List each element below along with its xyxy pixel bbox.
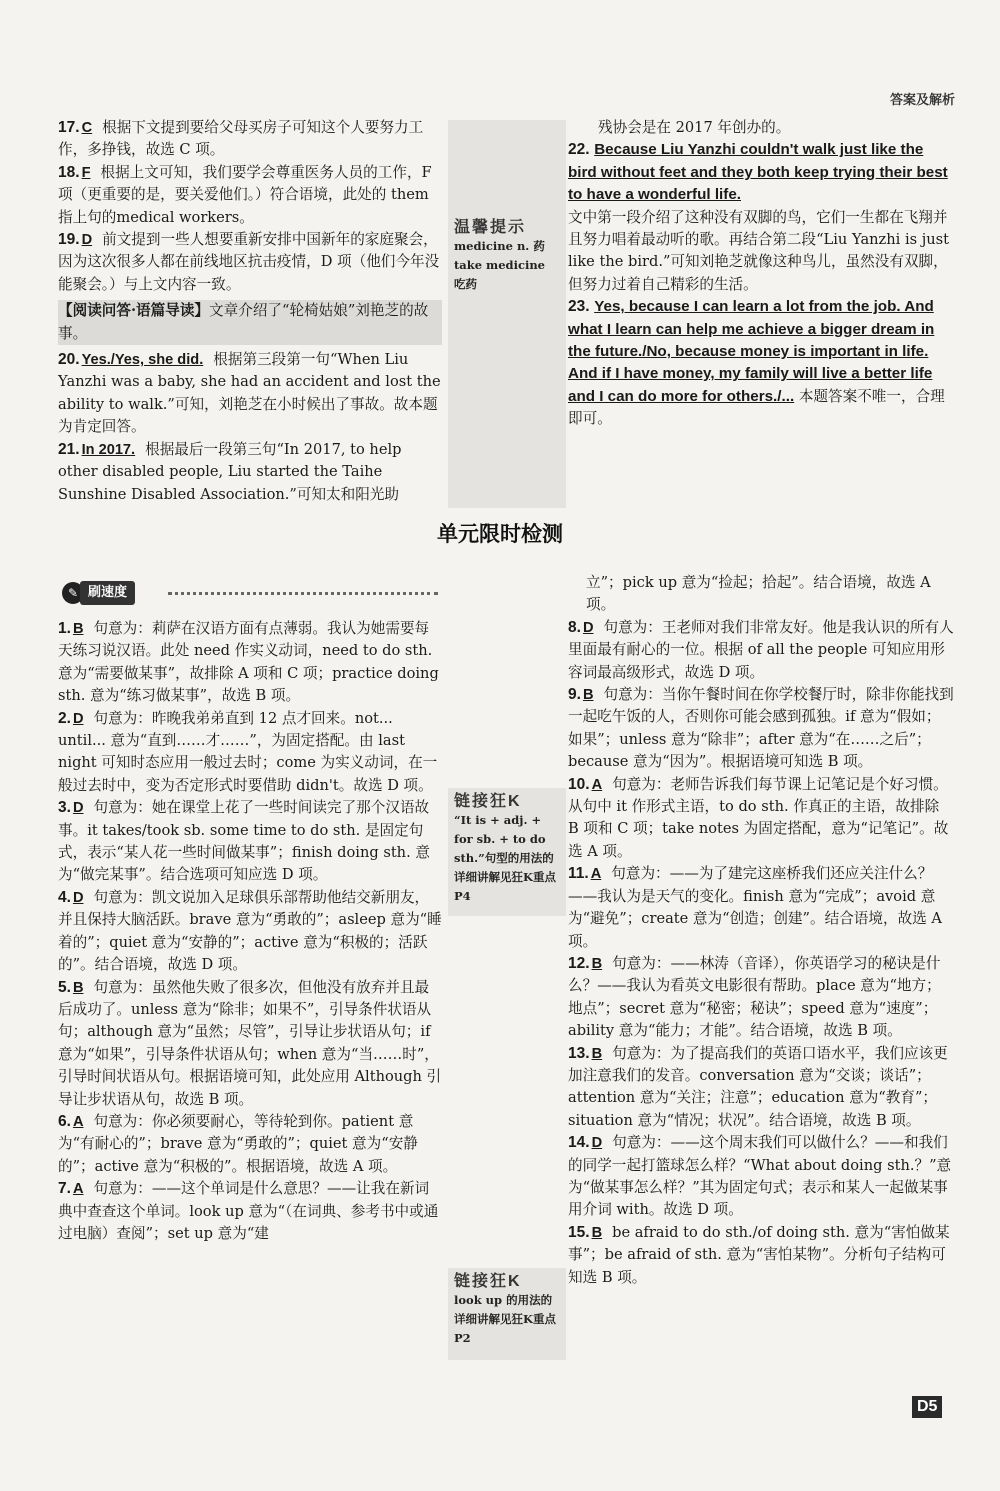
tip-sidebar (448, 120, 566, 508)
item-text: 本题答案不唯一，合理即可。 (568, 387, 945, 428)
item-number: 2. (58, 709, 71, 727)
link-sidebar-title: 链接狂K (454, 1273, 522, 1290)
item-text: 句意为：当你午餐时间在你学校餐厅时，除非你能找到一起吃午饭的人，否则你可能会感到孤独。if 意为“假如；如果”；unless 意为“除非”；after 意为“在……之后”；because 意为“因为”。根据语境可知选 B 项。 (568, 686, 954, 771)
list-item (568, 617, 954, 684)
item-answer: C (81, 120, 93, 136)
item-answer: D (72, 889, 84, 906)
list-item (58, 1111, 442, 1178)
item-number: 5. (58, 978, 71, 996)
item-answer: F (81, 164, 91, 181)
list-item (568, 774, 954, 864)
list-item (58, 1178, 442, 1245)
link-line: “It is + adj. + for sb. + to do sth.”句型的用法的详细讲解见狂K重点 P4 (454, 813, 556, 903)
item-answer: D (72, 800, 84, 817)
list-item (58, 349, 442, 439)
list-item (58, 977, 442, 1111)
page-number: D5 (912, 1396, 942, 1418)
list-item (58, 229, 442, 296)
item-text: 前文提到一些人想要重新安排中国新年的家庭聚会，因为这次很多人都在前线地区抗击疫情，D 项（他们今年没能聚会。）与上文内容一致。 (58, 231, 440, 293)
item-text: 根据下文提到要给父母买房子可知这个人要努力工作，多挣钱，故选 C 项。 (58, 119, 424, 159)
list-item (568, 684, 954, 774)
item-number: 7. (58, 1180, 71, 1198)
item-answer: B (591, 955, 603, 972)
header-title: 答案及解析 (889, 93, 955, 108)
continued-text: 立”；pick up 意为“捡起；拾起”。结合语境，故选 A 项。 (586, 574, 931, 614)
item-answer: B (591, 1224, 603, 1241)
list-item (568, 139, 954, 296)
item-answer: B (72, 979, 84, 996)
item-number: 23. (568, 298, 590, 316)
item-text: 句意为：——这个周末我们可以做什么？——和我们的同学一起打篮球怎么样？“What about doing sth.？”意为“做某事怎么样？”其为固定句式；表示和某人一起做某事用介词 with。故选 D 项。 (568, 1134, 952, 1219)
list-item (58, 162, 442, 229)
list-item (58, 887, 442, 977)
list-item (568, 953, 954, 1043)
item-number: 1. (58, 620, 71, 637)
item-number: 14. (568, 1134, 590, 1152)
item-text: 句意为：你必须要耐心，等待轮到你。patient 意为“有耐心的”；brave 意为“勇敢的”；quiet 意为“安静的”；active 意为“积极的”。根据语境，故选 A 项。 (58, 1112, 418, 1175)
item-text: 文中第一段介绍了这种没有双脚的鸟，它们一生都在飞翔并且努力唱着最动听的歌。再结合第二段“Liu Yanzhi is just like the bird.”可知刘艳芝就像这种鸟儿，虽然没有双脚，但努力过着自己精彩的生活。 (568, 208, 950, 293)
item-text: 句意为：老师告诉我们每节课上记笔记是个好习惯。从句中 it 作形式主语，to do sth. 作真正的主语，故排除 B 项和 C 项；take notes 为固定搭配，意为“记笔记”。故选 A 项。 (568, 775, 949, 860)
item-answer: A (72, 1113, 84, 1130)
list-item (58, 708, 442, 798)
bottom-left-column (58, 618, 442, 1245)
item-answer: In 2017. (81, 441, 136, 458)
item-text: 句意为：王老师对我们非常友好。他是我认识的所有人里面最有耐心的一位。根据 of all the people 可知应用形容词最高级形式，故选 D 项。 (568, 618, 954, 681)
link-sidebar-1 (448, 788, 566, 916)
item-text: 句意为：虽然他失败了很多次，但他没有放弃并且最后成功了。unless 意为“除非；如果不”，引导条件状语从句；although 意为“虽然；尽管”，引导让步状语从句；if 意为“如果”，引导条件状语从句；when 意为“当……时”，引导时间状语从句。根据语境可知，此处应用 Although 引导让步状语从句，故选 B 项。 (58, 978, 442, 1108)
item-text: 句意为：——林涛（音译），你英语学习的秘诀是什么？——我认为看英文电影很有帮助。place 意为“地方；地点”；secret 意为“秘密；秘诀”；speed 意为“速度”；ability 意为“能力；才能”。结合语境，故选 B 项。 (568, 954, 941, 1040)
item-text: 句意为：——这个单词是什么意思？——让我在新词典中查查这个单词。look up 意为“（在词典、参考书中或通过电脑）查阅”；set up 意为“建 (58, 1180, 439, 1242)
item-text: 句意为：为了提高我们的英语口语水平，我们应该更加注意我们的发音。conversation 意为“交谈；谈话”；attention 意为“关注；注意”；education 意为“教育”；situation 意为“情况；状况”。结合语境，故选 B 项。 (568, 1044, 948, 1129)
item-number: 22. (568, 141, 590, 159)
item-answer: Yes./Yes, she did. (81, 352, 204, 369)
item-number: 17. (58, 119, 80, 136)
item-answer: A (591, 776, 603, 793)
item-number: 19. (58, 231, 80, 249)
item-number: 4. (58, 888, 71, 906)
item-answer: A (590, 866, 602, 883)
item-text: 根据第三段第一句“When Liu Yanzhi was a baby, she had an accident and lost the ability to walk.”可知，刘艳芝在小时候出了事故。故本题为肯定回答。 (58, 351, 441, 436)
list-item (58, 618, 442, 708)
item-number: 8. (568, 618, 581, 636)
reading-intro-label: 【阅读问答·语篇导读】 (58, 302, 210, 320)
reading-intro-text: 文章介绍了“轮椅姑娘”刘艳芝的故事。 (58, 302, 429, 342)
list-item (58, 439, 442, 506)
link-line: look up 的用法的详细讲解见狂K重点 P2 (454, 1293, 556, 1345)
list-item (568, 1043, 954, 1133)
item-answer: Yes, because I can learn a lot from the job. And what I learn can help me achieve a bigger dream in the future./No, because money is important in life. And if I have money, my family will live a better life and I can do more for others./... (568, 298, 935, 405)
link-sidebar-title: 链接狂K (454, 793, 522, 810)
top-left-column (58, 117, 442, 506)
item-answer: B (591, 1045, 603, 1062)
item-answer: D (72, 710, 84, 727)
list-item (568, 296, 954, 430)
top-right-column (568, 117, 954, 431)
speed-badge (62, 580, 135, 606)
item-text: 句意为：——为了建完这座桥我们还应关注什么？——我认为是天气的变化。finish 意为“完成”；avoid 意为“避免”；create 意为“创造；创建”。结合语境，故选 A 项。 (568, 865, 942, 950)
badge-label: 刷速度 (80, 581, 135, 605)
item-text: 根据上文可知，我们要学会尊重医务人员的工作，F 项（更重要的是，要关爱他们。）符合语境，此处的 them 指上句的medical workers。 (58, 163, 432, 226)
item-text: 句意为：她在课堂上花了一些时间读完了那个汉语故事。it takes/took sb. some time to do sth. 是固定句式，表示“某人花一些时间做某事”；finish doing sth. 意为“做完某事”。结合选项可知应选 D 项。 (58, 799, 430, 884)
dotted-divider (168, 592, 438, 595)
item-text: 句意为：昨晚我弟弟直到 12 点才回来。not... until... 意为“直到……才……”，为固定搭配。由 last night 可知时态应用一般过去时；come 为实义动词，在一般过去时中，变为否定形式时要借助 didn't。故选 D 项。 (58, 709, 438, 794)
pencil-icon: ✎ (62, 582, 84, 604)
item-number: 12. (568, 954, 590, 972)
section-title: 单元限时检测 (437, 522, 563, 546)
item-text: 句意为：凯文说加入足球俱乐部帮助他结交新朋友，并且保持大脑活跃。brave 意为“勇敢的”；asleep 意为“睡着的”；quiet 意为“安静的”；active 意为“积极的；活跃的”。结合语境，故选 D 项。 (58, 888, 442, 974)
tip-sidebar-title: 温馨提示 (454, 219, 527, 236)
item-answer: Because Liu Yanzhi couldn't walk just like the bird without feet and they both keep trying their best to have a wonderful life. (568, 141, 948, 204)
reading-intro (58, 300, 442, 345)
list-item (58, 117, 442, 162)
link-sidebar-2 (448, 1268, 566, 1360)
list-item (568, 1222, 954, 1289)
item-answer: D (591, 1135, 603, 1152)
tip-line: take medicine 吃药 (454, 258, 545, 291)
item-answer: D (81, 232, 93, 249)
item-answer: B (582, 687, 594, 704)
tip-line: medicine n. 药 (454, 239, 545, 253)
bottom-right-column (568, 572, 954, 1289)
item-text: 根据最后一段第三句“In 2017, to help other disabled people, Liu started the Taihe Sunshine Disabled Association.”可知太和阳光助 (58, 440, 402, 503)
item-answer: A (72, 1181, 84, 1198)
item-answer: B (72, 621, 84, 637)
item-number: 6. (58, 1112, 71, 1130)
item-text: 句意为：莉萨在汉语方面有点薄弱。我认为她需要每天练习说汉语。此处 need 作实义动词，need to do sth. 意为“需要做某事”，故排除 A 项和 C 项；practice doing sth. 意为“练习做某事”，故选 B 项。 (58, 620, 439, 705)
list-item (568, 1132, 954, 1222)
continued-text: 残协会是在 2017 年创办的。 (598, 119, 791, 136)
item-number: 15. (568, 1223, 590, 1241)
item-answer: D (582, 619, 594, 636)
item-number: 11. (568, 865, 589, 883)
list-item (568, 863, 954, 953)
item-number: 18. (58, 163, 80, 181)
item-number: 3. (58, 799, 71, 817)
item-number: 10. (568, 775, 590, 793)
item-number: 20. (58, 351, 80, 369)
item-number: 13. (568, 1044, 590, 1062)
item-number: 21. (58, 440, 80, 458)
item-text: be afraid to do sth./of doing sth. 意为“害怕做某事”；be afraid of sth. 意为“害怕某物”。分析句子结构可知选 B 项。 (568, 1223, 950, 1286)
list-item (58, 797, 442, 887)
item-number: 9. (568, 686, 581, 704)
